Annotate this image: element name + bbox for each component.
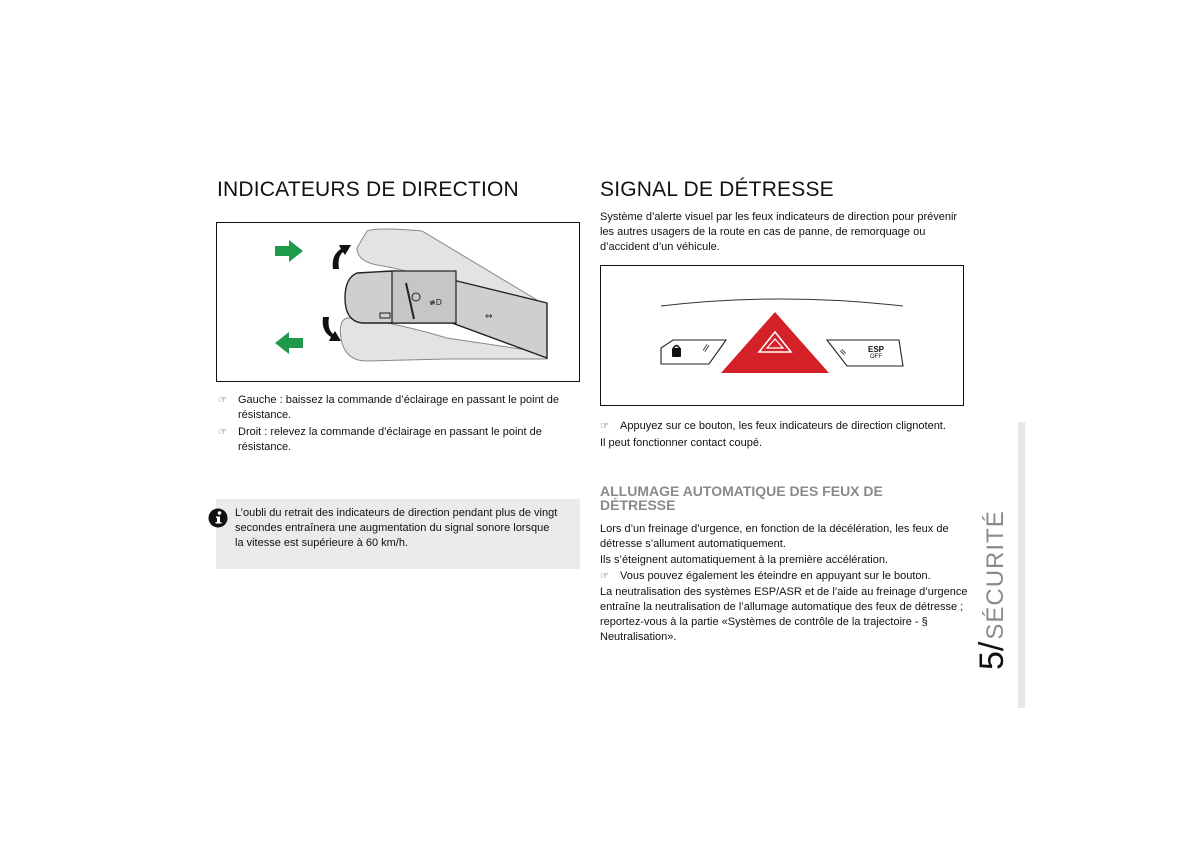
auto-hazard-para-1: Lors d’un freinage d’urgence, en fonction de la décélération, les feux de détresse s’allument automatiquement. <box>600 523 949 550</box>
info-note <box>216 499 580 569</box>
hazard-usage <box>600 419 970 451</box>
bullet-left-turn <box>218 393 580 423</box>
left-bullet-list <box>218 393 580 455</box>
curved-arrow-down-icon <box>319 315 343 345</box>
subtitle-auto-hazard: ALLUMAGE AUTOMATIQUE DES FEUX DE DÉTRESSE <box>600 483 883 513</box>
bullet-press-button <box>600 419 970 434</box>
hazard-intro: Système d’alerte visuel par les feux indicateurs de direction pour prévenir les autres usagers de la route en cas de panne, de remorquage ou d’accident d’un véhicule. <box>600 211 958 253</box>
stalk-illustration <box>216 222 580 382</box>
auto-hazard-body <box>600 522 968 645</box>
chapter-tab <box>1018 422 1025 708</box>
auto-hazard-para-3: La neutralisation des systèmes ESP/ASR et de l’aide au freinage d’urgence entraîne la neutralisation de l’allumage automatique des feux de détresse ; reportez-vous à la partie «Systèmes de contrôle de la trajectoire - § Neutralisation». <box>600 586 968 643</box>
esp-off-label: OFF <box>870 354 882 360</box>
pointing-hand-icon: ☞ <box>218 427 227 438</box>
section-title-direction-indicators: INDICATEURS DE DIRECTION <box>217 178 519 201</box>
lighting-stalk-drawing <box>217 223 579 381</box>
bullet-text: Appuyez sur ce bouton, les feux indicateurs de direction clignotent. <box>620 420 946 432</box>
ignition-off-text: Il peut fonctionner contact coupé. <box>600 437 763 449</box>
arrow-right-icon <box>273 238 305 264</box>
info-icon <box>208 508 228 528</box>
bullet-text: Vous pouvez également les éteindre en appuyant sur le bouton. <box>620 570 931 582</box>
bullet-right-turn <box>218 425 580 455</box>
auto-hazard-para-2: Ils s’éteignent automatiquement à la première accélération. <box>600 554 888 566</box>
note-text: L’oubli du retrait des indicateurs de direction pendant plus de vingt secondes entraînera une augmentation du signal sonore lorsque la vitesse est supérieure à 60 km/h. <box>235 507 558 549</box>
svg-text:⇔: ⇔ <box>485 312 493 322</box>
svg-text:≢D: ≢D <box>429 298 442 307</box>
chapter-title: SÉCURITÉ <box>982 510 1009 640</box>
pointing-hand-icon: ☞ <box>218 395 227 406</box>
bullet-text: Gauche : baissez la commande d’éclairage en passant le point de résistance. <box>238 394 560 421</box>
curved-arrow-up-icon <box>329 241 353 271</box>
dashboard-drawing <box>601 266 963 405</box>
bullet-text: Droit : relevez la commande d’éclairage en passant le point de résistance. <box>238 426 542 453</box>
hazard-button-illustration <box>600 265 964 406</box>
arrow-left-icon <box>273 330 305 356</box>
chapter-number: 5/ <box>973 641 1011 670</box>
chapter-heading <box>975 510 1010 670</box>
esp-label: ESP <box>868 345 885 354</box>
bullet-switch-off <box>600 569 968 584</box>
section-title-hazard-signal: SIGNAL DE DÉTRESSE <box>600 178 834 201</box>
pointing-hand-icon: ☞ <box>600 421 609 432</box>
pointing-hand-icon: ☞ <box>600 571 609 582</box>
